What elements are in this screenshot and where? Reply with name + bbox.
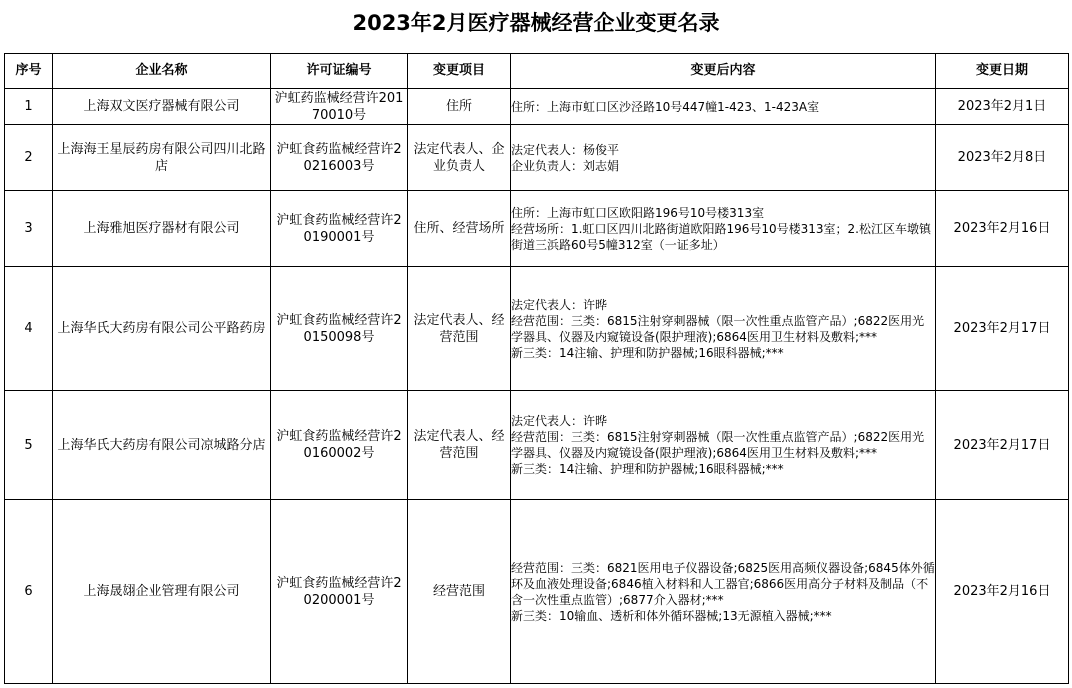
content-line: 经营范围：三类：6821医用电子仪器设备;6825医用高频仪器设备;6845体外循环及血液处理设备;6846植入材料和人工器官;6866医用高分子材料及制品（不含一次性重点监管）;6877介入器材;*** <box>511 560 935 607</box>
row-no: 3 <box>5 191 53 267</box>
header-change-content: 变更后内容 <box>511 54 936 89</box>
license-number: 沪虹食药监械经营许20150098号 <box>271 267 408 391</box>
change-date: 2023年2月17日 <box>936 391 1069 500</box>
table-row <box>5 191 1069 267</box>
content-line: 法定代表人：许晔 <box>511 414 608 428</box>
change-item: 住所 <box>408 89 511 125</box>
content-line: 经营范围：三类：6815注射穿刺器械（限一次性重点监管产品）;6822医用光学器具、仪器及内窥镜设备(限护理液);6864医用卫生材料及敷料;*** <box>511 430 925 460</box>
change-item: 住所、经营场所 <box>408 191 511 267</box>
content-line: 经营场所：1.虹口区四川北路街道欧阳路196号10号楼313室；2.松江区车墩镇街道三浜路60号5幢312室（一证多址） <box>511 221 931 252</box>
change-content <box>511 191 936 267</box>
header-license: 许可证编号 <box>271 54 408 89</box>
content-line: 新三类：14注输、护理和防护器械;16眼科器械;*** <box>511 462 784 476</box>
change-date: 2023年2月16日 <box>936 191 1069 267</box>
content-line: 经营范围：三类：6815注射穿刺器械（限一次性重点监管产品）;6822医用光学器具、仪器及内窥镜设备(限护理液);6864医用卫生材料及敷料;*** <box>511 313 925 344</box>
license-number: 沪虹食药监械经营许20216003号 <box>271 125 408 191</box>
table-row <box>5 267 1069 391</box>
change-date: 2023年2月17日 <box>936 267 1069 391</box>
change-content <box>511 500 936 684</box>
row-no: 2 <box>5 125 53 191</box>
content-line: 住所：上海市虹口区沙泾路10号447幢1-423、1-423A室 <box>511 99 820 114</box>
company-name: 上海晟翃企业管理有限公司 <box>53 500 271 684</box>
row-no: 1 <box>5 89 53 125</box>
license-number: 沪虹食药监械经营许20190001号 <box>271 191 408 267</box>
change-content <box>511 89 936 125</box>
company-name: 上海双文医疗器械有限公司 <box>53 89 271 125</box>
change-date: 2023年2月16日 <box>936 500 1069 684</box>
table-header-row <box>5 54 1069 89</box>
table-row <box>5 500 1069 684</box>
change-item: 法定代表人、企业负责人 <box>408 125 511 191</box>
change-content <box>511 267 936 391</box>
table-row <box>5 125 1069 191</box>
company-name: 上海雅旭医疗器材有限公司 <box>53 191 271 267</box>
change-list-table <box>4 53 1069 684</box>
change-item: 法定代表人、经营范围 <box>408 391 511 500</box>
header-change-item: 变更项目 <box>408 54 511 89</box>
license-number: 沪虹食药监械经营许20200001号 <box>271 500 408 684</box>
change-item: 法定代表人、经营范围 <box>408 267 511 391</box>
change-date: 2023年2月1日 <box>936 89 1069 125</box>
table-row <box>5 89 1069 125</box>
header-company: 企业名称 <box>53 54 271 89</box>
license-number: 沪虹药监械经营许20170010号 <box>271 89 408 125</box>
content-line: 住所：上海市虹口区欧阳路196号10号楼313室 <box>511 205 765 220</box>
row-no: 5 <box>5 391 53 500</box>
change-content <box>511 391 936 500</box>
change-date: 2023年2月8日 <box>936 125 1069 191</box>
change-content <box>511 125 936 191</box>
table-row <box>5 391 1069 500</box>
content-line: 新三类：10输血、透析和体外循环器械;13无源植入器械;*** <box>511 608 832 623</box>
company-name: 上海华氏大药房有限公司凉城路分店 <box>53 391 271 500</box>
content-line: 企业负责人：刘志娟 <box>511 158 620 173</box>
row-no: 6 <box>5 500 53 684</box>
company-name: 上海海王星辰药房有限公司四川北路店 <box>53 125 271 191</box>
content-line: 新三类：14注输、护理和防护器械;16眼科器械;*** <box>511 345 784 360</box>
content-line: 法定代表人：许晔 <box>511 297 608 312</box>
company-name: 上海华氏大药房有限公司公平路药房 <box>53 267 271 391</box>
content-line: 法定代表人：杨俊平 <box>511 142 620 157</box>
header-change-date: 变更日期 <box>936 54 1069 89</box>
row-no: 4 <box>5 267 53 391</box>
header-no: 序号 <box>5 54 53 89</box>
page-title: 2023年2月医疗器械经营企业变更名录 <box>352 11 720 35</box>
license-number: 沪虹食药监械经营许20160002号 <box>271 391 408 500</box>
change-item: 经营范围 <box>408 500 511 684</box>
